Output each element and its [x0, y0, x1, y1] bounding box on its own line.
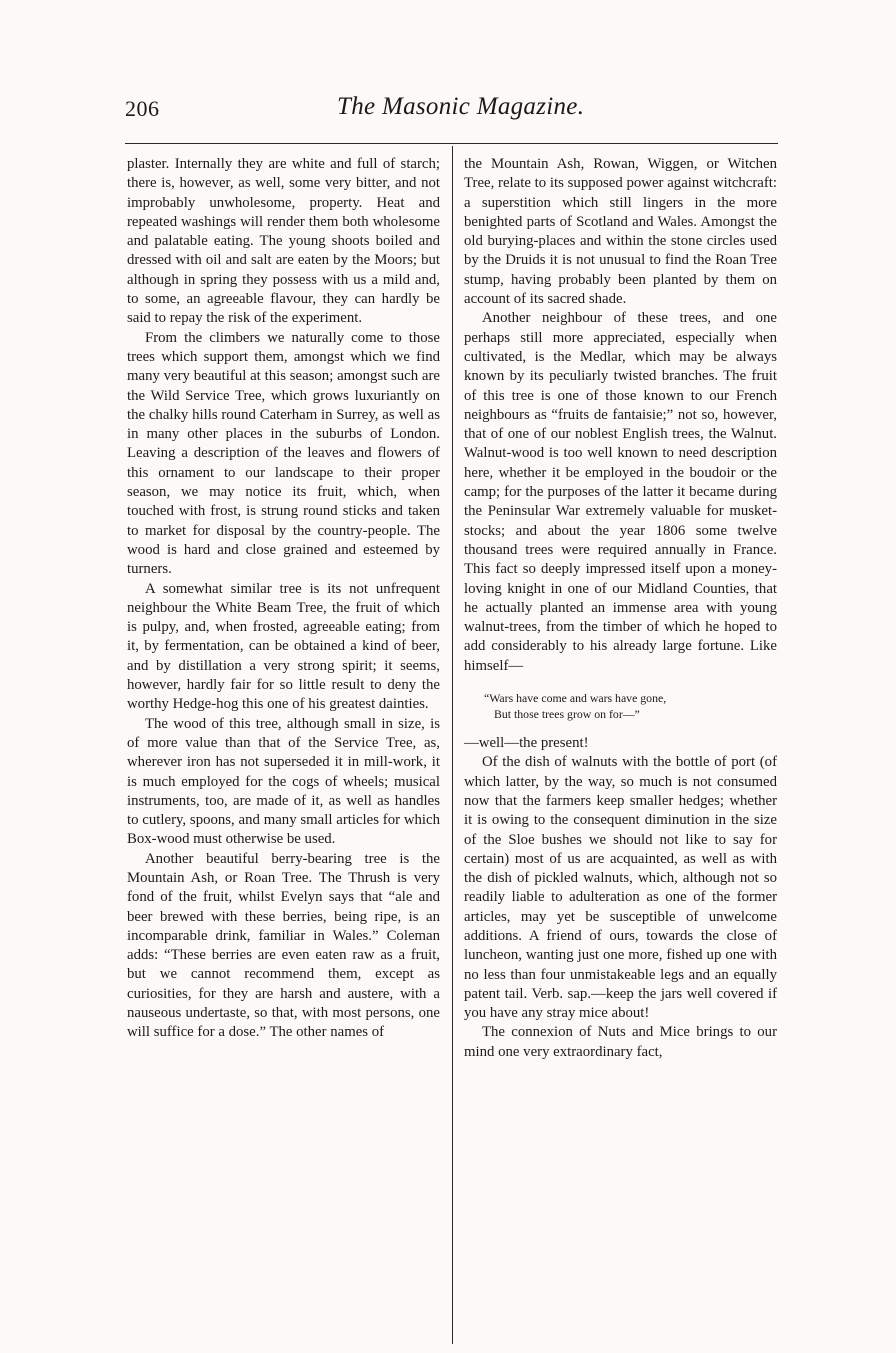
header-rule: [125, 143, 778, 144]
paragraph: the Mountain Ash, Rowan, Wiggen, or Witchen Tree, relate to its supposed power against witchcraft: a superstition which still lingers in the more benighted parts of Scotland and Wales. Amongst the old burying-places and within the stone circles used by the Druids it is not unusual to find the Roan Tree stump, having probably been planted by them on account of its sacred shade.: [464, 156, 777, 308]
left-column: [127, 155, 440, 1043]
paragraph: From the climbers we naturally come to those trees which support them, amongst which we find many very beautiful at this season; amongst such are the Wild Service Tree, which grows luxuriantly on the chalky hills round Caterham in Surrey, as well as in many other places in the suburbs of London. Leaving a description of the leaves and flowers of this ornament to our landscape to their proper season, we may notice its fruit, which, when touched with frost, is strung round sticks and taken to market for disposal by the country-people. The wood is hard and close grained and esteemed by turners.: [127, 329, 440, 578]
paragraph: A somewhat similar tree is its not unfrequent neighbour the White Beam Tree, the fruit of which is pulpy, and, when frosted, agreeable eating; from it, by fermentation, can be obtained a kind of beer, and by distillation a very strong spirit; it seems, however, hardly fair for so little result to deny the worthy Hedge-hog this one of his greatest dainties.: [127, 580, 440, 713]
paragraph: The connexion of Nuts and Mice brings to our mind one very extraordinary fact,: [464, 1024, 777, 1060]
verse-quotation: [484, 690, 777, 722]
paragraph: Another neighbour of these trees, and one perhaps still more appreciated, especially when cultivated, is the Medlar, which may be always known by its peculiarly twisted branches. The fruit of this tree is one of those known to our French neighbours as “fruits de fantaisie;” not so, however, that of one of our noblest English trees, the Walnut. Walnut-wood is too well known to need description here, whether it be employed in the boudoir or the camp; for the purposes of the latter it became during the Peninsular War extremely valuable for musket-stocks; and about the year 1806 some twelve thousand trees were required annually in France. This fact so deeply impressed itself upon a money-loving knight in one of our Midland Counties, that he actually planted an immense area with young walnut-trees, from the timber of which he hoped to add considerably to his already large fortune. Like himself—: [464, 310, 777, 674]
paragraph: Another beautiful berry-bearing tree is the Mountain Ash, or Roan Tree. The Thrush is very fond of the fruit, whilst Evelyn says that “ale and beer brewed with these berries, being ripe, is an incomparable drink, familiar in Wales.” Coleman adds: “These berries are even eaten raw as a fruit, but we cannot recommend them, except as curiosities, for they are harsh and austere, with a nauseous undertaste, so that, with most persons, one will suffice for a dose.” The other names of: [127, 850, 440, 1041]
page-number: 206: [125, 96, 160, 121]
column-divider: [452, 146, 453, 1344]
verse-line: But those trees grow on for—”: [494, 707, 640, 722]
right-column: [464, 155, 777, 1062]
running-title: The Masonic Magazine.: [337, 93, 585, 120]
paragraph: The wood of this tree, although small in size, is of more value than that of the Service Tree, as, wherever iron has not superseded it in mill-work, it is much employed for the cogs of wheels; musical instruments, too, are made of it, as well as handles to cutlery, spoons, and many small articles for which Box-wood must otherwise be used.: [127, 715, 440, 848]
paragraph: Of the dish of walnuts with the bottle of port (of which latter, by the way, so much is not consumed now that the farmers keep smaller hedges; whether it is owing to the consequent diminution in the size of the Sloe bushes we should not like to say for certain) most of us are acquainted, as well as with the dish of pickled walnuts, which, although not so readily liable to adulteration as one of the former articles, may yet be susceptible of unwelcome additions. A friend of ours, towards the close of luncheon, wanting just one more, fished up one with no less than four unmistakeable legs and an equally patent tail. Verb. sap.—keep the jars well covered if you have any stray mice about!: [464, 754, 777, 1022]
paragraph: plaster. Internally they are white and full of starch; there is, however, as well, some very bitter, and not improbably unwholesome, property. Heat and repeated washings will render them both wholesome and palatable eating. The young shoots boiled and dressed with oil and salt are eaten by the Moors; but although in spring they possess with us a mild and, to some, an agreeable flavour, they can hardly be said to repay the risk of the experiment.: [127, 156, 440, 327]
verse-line: “Wars have come and wars have gone,: [484, 691, 667, 706]
paragraph: —well—the present!: [464, 735, 589, 752]
page-header: [0, 0, 896, 130]
